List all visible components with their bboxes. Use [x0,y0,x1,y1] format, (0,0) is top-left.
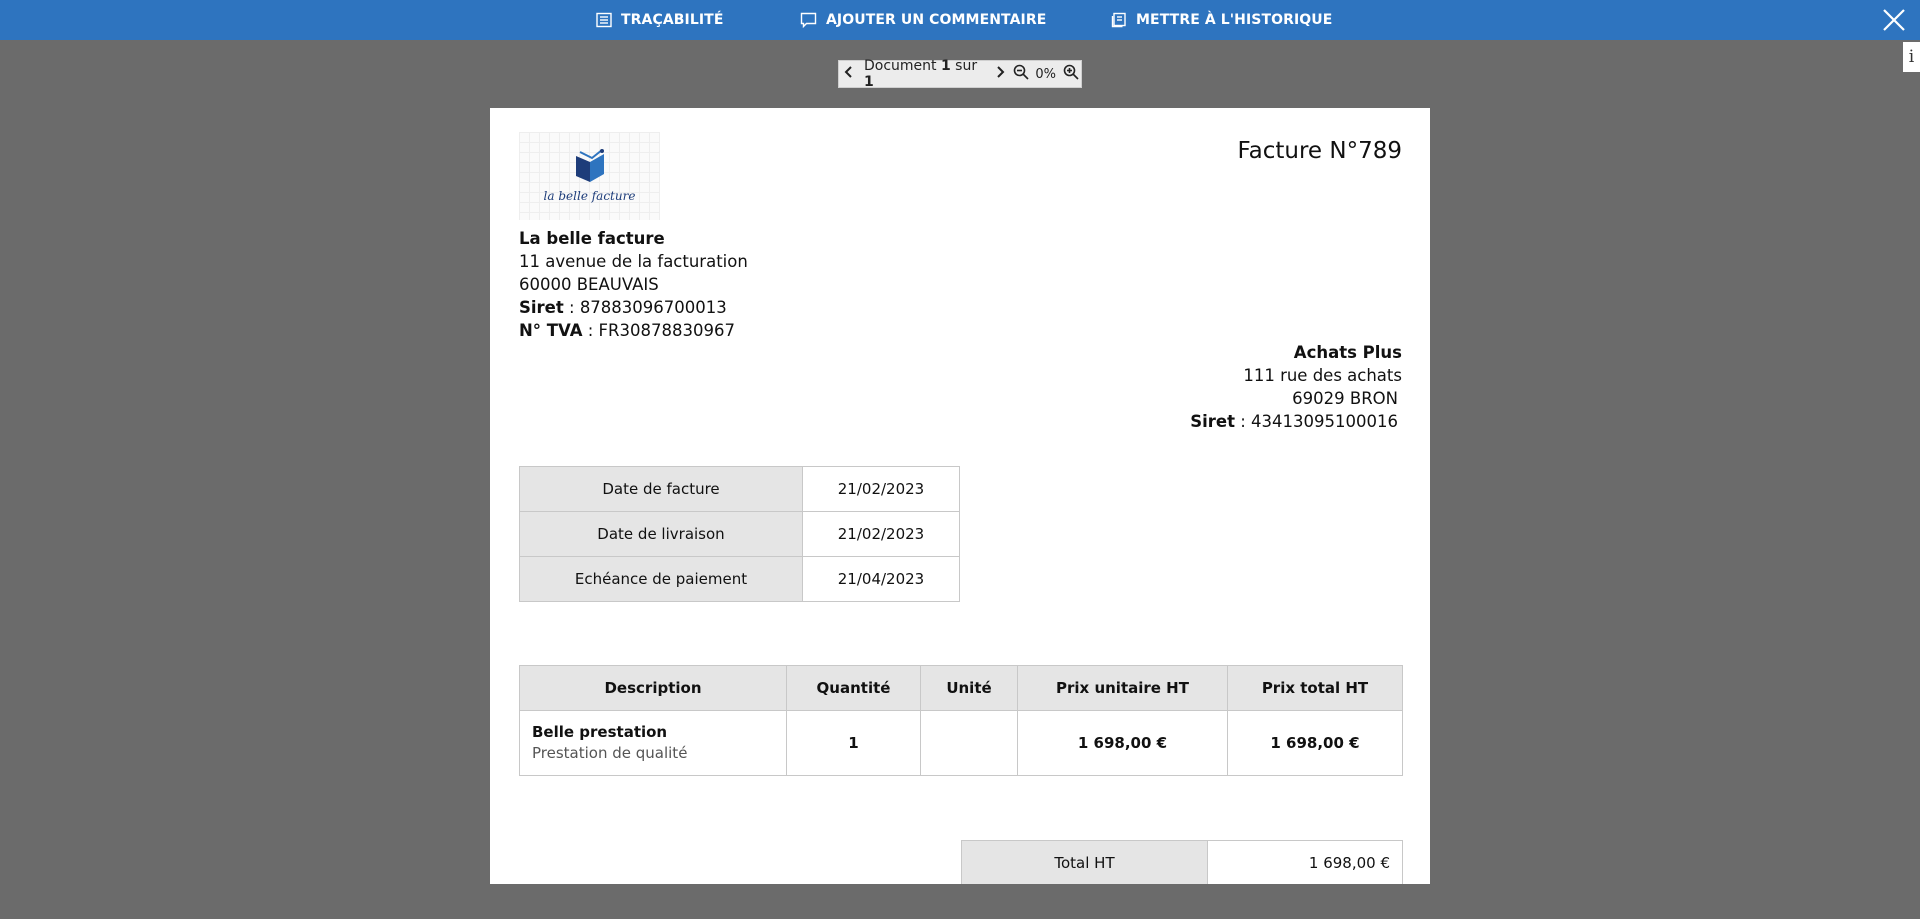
table-row [962,841,1403,885]
date-value: 21/02/2023 [803,467,960,512]
date-value: 21/02/2023 [803,512,960,557]
document-prefix: Document [863,58,937,74]
buyer-block [1190,341,1402,433]
seller-siret-label: Siret [519,298,564,317]
total-label: Total HT [962,841,1208,885]
item-title: Belle prestation [532,723,668,741]
book-logo-icon [572,148,610,184]
date-value: 21/04/2023 [803,557,960,602]
tracabilite-label: TRAÇABILITÉ [621,12,724,28]
total-value: 1 698,00 € [1208,841,1403,885]
item-quantity: 1 [787,711,921,776]
chevron-left-icon [844,66,854,82]
item-total: 1 698,00 € [1228,711,1403,776]
document-separator: sur [955,58,978,74]
document-counter [860,58,989,90]
buyer-siret [1190,410,1402,433]
document-total: 1 [863,74,874,90]
invoice-title: Facture N°789 [1237,138,1402,164]
seller-block [519,227,748,342]
close-icon[interactable] [1880,6,1908,34]
history-icon [1111,12,1127,28]
date-label: Date de facture [520,467,803,512]
item-subtitle: Prestation de qualité [532,744,688,762]
column-header: Unité [921,666,1018,711]
table-row [520,711,1403,776]
chevron-right-icon [995,66,1005,82]
seller-tva [519,319,748,342]
tracabilite-button[interactable] [596,0,724,40]
item-unit-price: 1 698,00 € [1018,711,1228,776]
totals-table [961,840,1403,884]
date-label: Echéance de paiement [520,557,803,602]
dates-table [519,466,960,602]
column-header: Quantité [787,666,921,711]
item-unit [921,711,1018,776]
comment-icon [800,12,817,28]
previous-document-button[interactable] [839,61,860,87]
top-action-bar [0,0,1920,40]
document-viewer-toolbar [838,60,1082,88]
info-icon[interactable]: i [1903,42,1920,72]
add-comment-label: AJOUTER UN COMMENTAIRE [826,12,1047,28]
document-current: 1 [940,58,951,74]
table-row [520,512,960,557]
date-label: Date de livraison [520,512,803,557]
table-row [520,557,960,602]
items-table [519,665,1403,776]
seller-address-line1: 11 avenue de la facturation [519,252,748,271]
next-document-button[interactable] [989,61,1010,87]
logo-text: la belle facture [543,189,636,203]
column-header: Description [520,666,787,711]
table-header-row [520,666,1403,711]
zoom-in-button[interactable] [1060,61,1081,87]
seller-tva-value: : FR30878830967 [582,321,735,340]
buyer-address-line1: 111 rue des achats [1243,366,1402,385]
seller-address-line2: 60000 BEAUVAIS [519,275,659,294]
add-comment-button[interactable] [800,0,1046,40]
invoice-page [490,108,1430,884]
seller-name: La belle facture [519,229,665,248]
seller-siret [519,296,748,319]
buyer-siret-value: : 43413095100016 [1234,412,1398,431]
seller-siret-value: : 87883096700013 [563,298,727,317]
add-to-history-button[interactable] [1111,0,1332,40]
company-logo [519,132,660,220]
zoom-out-button[interactable] [1010,61,1031,87]
item-description [520,711,787,776]
zoom-out-icon [1013,64,1029,84]
column-header: Prix total HT [1228,666,1403,711]
column-header: Prix unitaire HT [1018,666,1228,711]
buyer-name: Achats Plus [1293,343,1402,362]
buyer-address-line2: 69029 BRON [1292,389,1398,408]
buyer-siret-label: Siret [1190,412,1235,431]
add-to-history-label: METTRE À L'HISTORIQUE [1136,12,1333,28]
seller-tva-label: N° TVA [519,321,583,340]
zoom-level: 0% [1035,66,1057,82]
list-icon [596,12,612,28]
table-row [520,467,960,512]
zoom-in-icon [1063,64,1079,84]
